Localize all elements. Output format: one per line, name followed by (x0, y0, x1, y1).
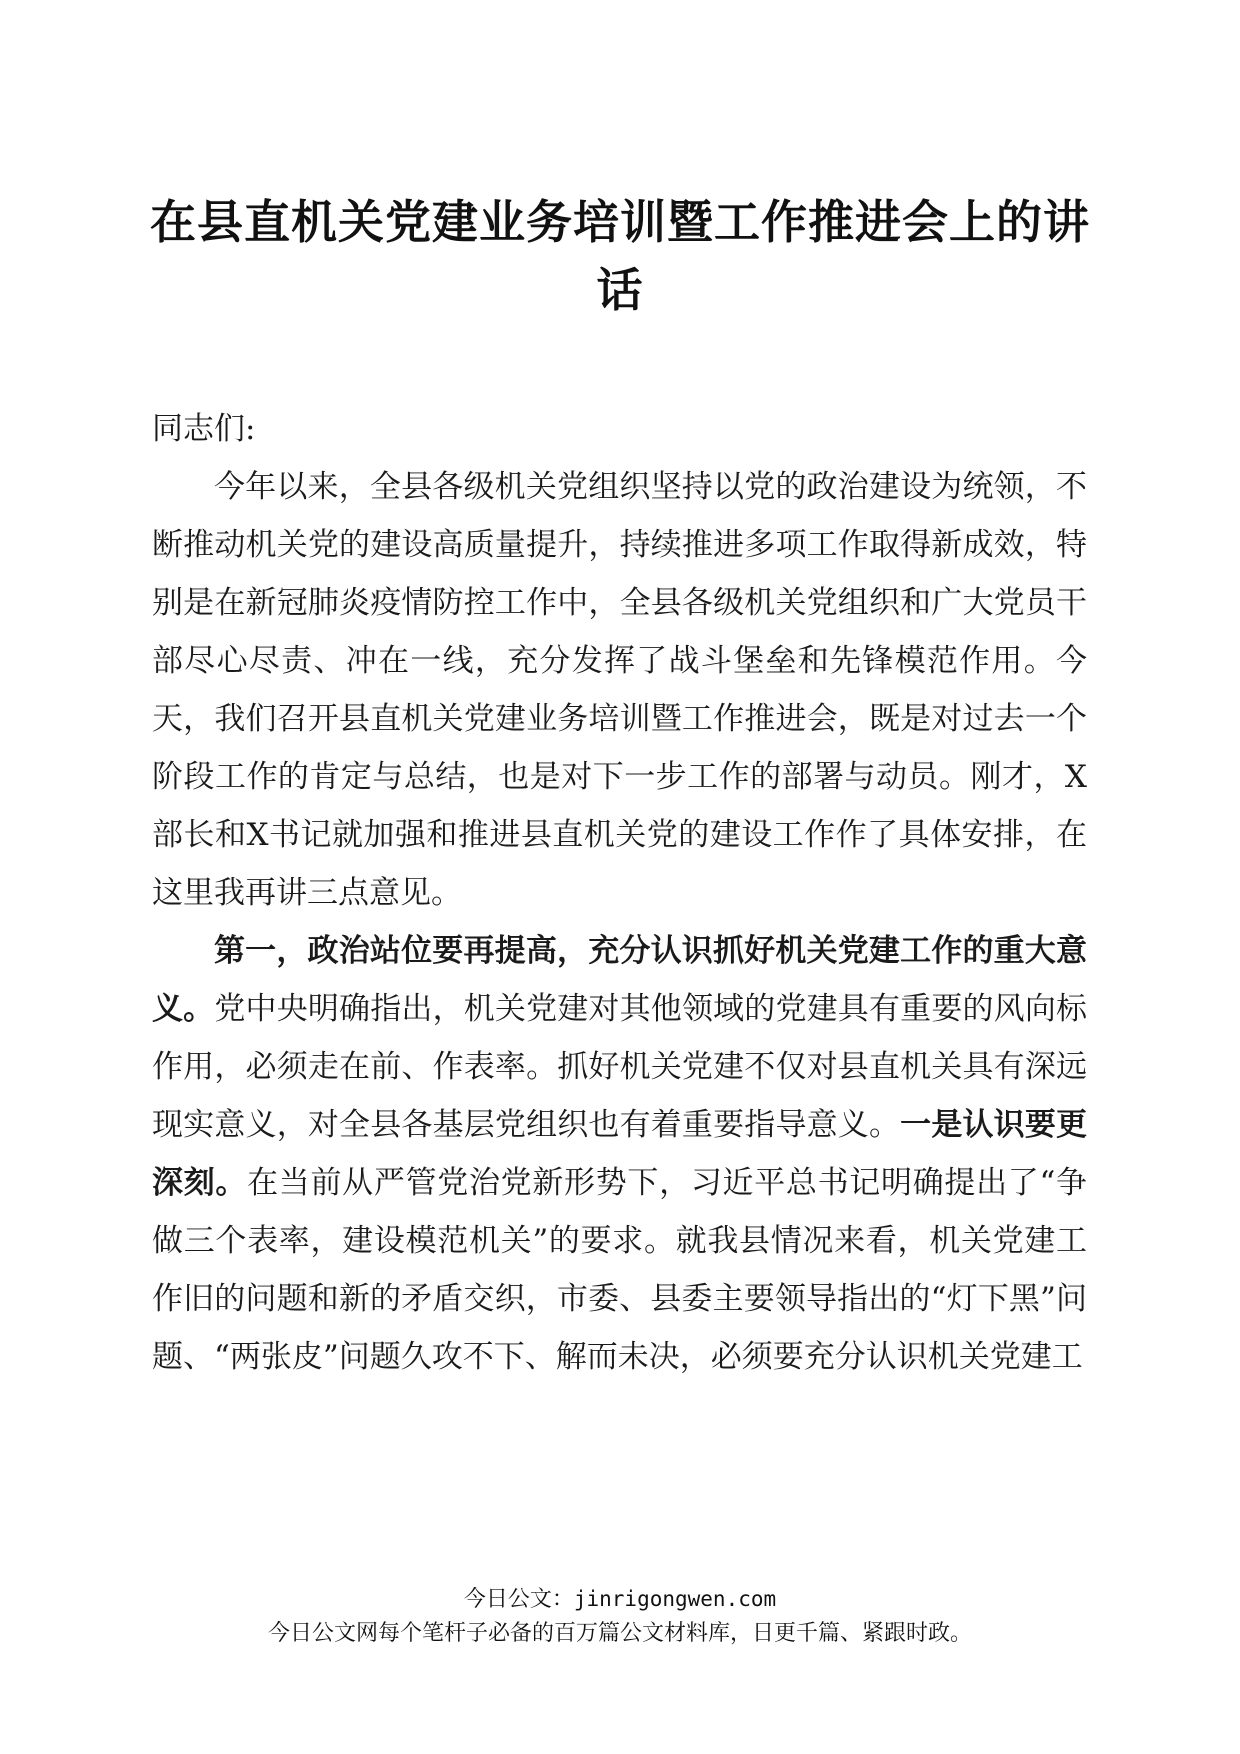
footer-watermark (0, 1582, 1240, 1651)
footer-label: 今日公文： (463, 1587, 574, 1612)
section-one-text-b: 在当前从严管党治党新形势下，习近平总书记明确提出了“争做三个表率，建设模范机关”的要求。就我县情况来看，机关党建工作旧的问题和新的矛盾交织，市委、县委主要领导指出的“灯下黑”问题、“两张皮”问题久攻不下、解而未决，必须要充分认识机关党建工 (152, 1165, 1087, 1375)
salutation: 同志们: (152, 411, 256, 447)
document-body (152, 400, 1087, 1386)
section-one-text-a: 党中央明确指出，机关党建对其他领域的党建具有重要的风向标作用，必须走在前、作表率。抓好机关党建不仅对县直机关具有深远现实意义，对全县各基层党组织也有着重要指导意义。 (152, 991, 1088, 1143)
footer-url: jinrigongwen.com (573, 1587, 777, 1611)
document-title: 在县直机关党建业务培训暨工作推进会上的讲话 (150, 195, 1090, 317)
section-one-subheading: 一是认识要更深刻。 (152, 1107, 1088, 1201)
paragraph-section-one (152, 922, 1087, 1386)
paragraph-intro: 今年以来，全县各级机关党组织坚持以党的政治建设为统领，不断推动机关党的建设高质量提升，持续推进多项工作取得新成效，特别是在新冠肺炎疫情防控工作中，全县各级机关党组织和广大党员干部尽心尽责、冲在一线，充分发挥了战斗堡垒和先锋模范作用。今天，我们召开县直机关党建业务培训暨工作推进会，既是对过去一个阶段工作的肯定与总结，也是对下一步工作的部署与动员。刚才，X部长和X书记就加强和推进县直机关党的建设工作作了具体安排，在这里我再讲三点意见。 (152, 469, 1087, 911)
section-one-heading: 第一，政治站位要再提高，充分认识抓好机关党建工作的重大意义。 (152, 933, 1087, 1027)
footer-line-1 (0, 1582, 1240, 1617)
footer-line-2: 今日公文网每个笔杆子必备的百万篇公文材料库，日更千篇、紧跟时政。 (267, 1621, 972, 1646)
